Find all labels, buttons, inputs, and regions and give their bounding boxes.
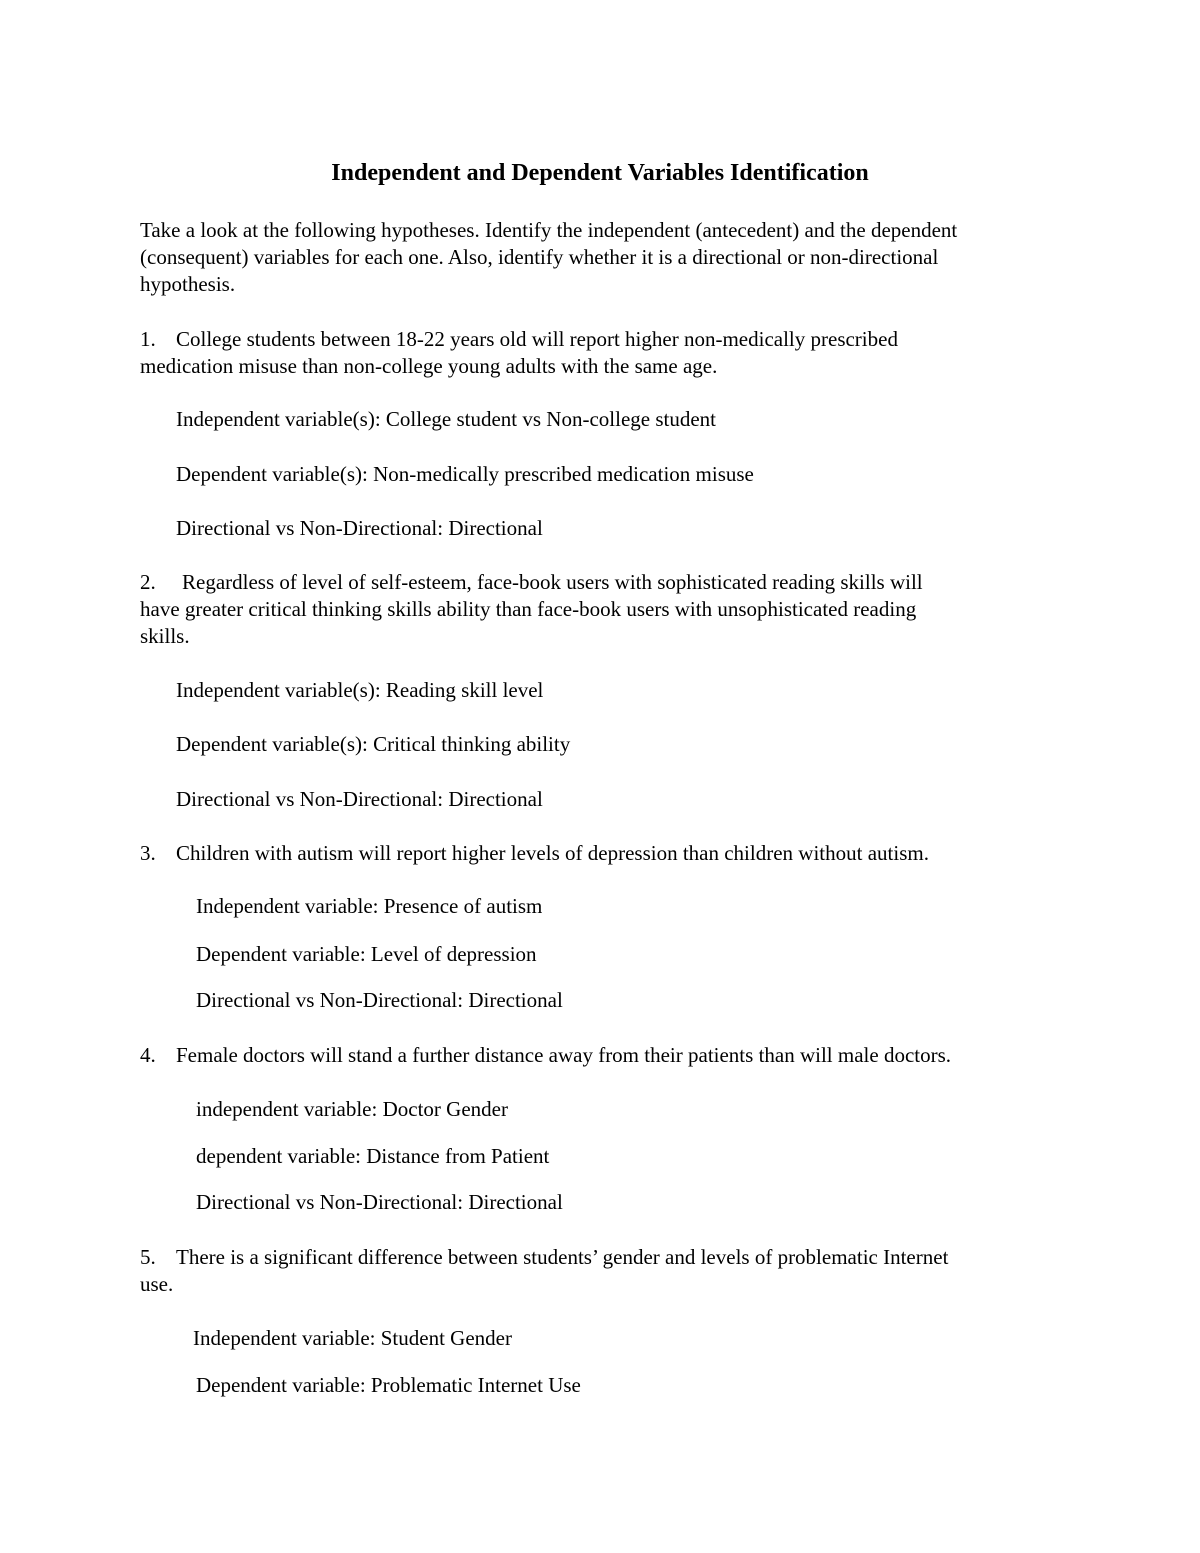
directionality-answer: Directional vs Non-Directional: Directional [196,1190,563,1214]
independent-variable-answer: Independent variable: Presence of autism [196,894,543,918]
item-number: 4. [140,1043,156,1067]
directionality-answer: Directional vs Non-Directional: Directional [176,787,543,811]
directionality-answer: Directional vs Non-Directional: Directional [196,988,563,1012]
item-number: 2. [140,570,156,594]
hypothesis-1-line: medication misuse than non-college young adults with the same age. [140,354,718,378]
item-number: 3. [140,841,156,865]
independent-variable-answer: Independent variable(s): College student vs Non-college student [176,407,717,431]
intro-line: hypothesis. [140,272,236,296]
hypothesis-5-line: 5. There is a significant difference between students’ gender and levels of problematic Internet [140,1245,949,1269]
independent-variable-answer: Independent variable(s): Reading skill level [176,678,544,702]
hypothesis-4-line: 4. Female doctors will stand a further distance away from their patients than will male doctors. [140,1043,952,1067]
hypothesis-2-line: have greater critical thinking skills ability than face-book users with unsophisticated reading [140,597,917,621]
independent-variable-answer: independent variable: Doctor Gender [196,1097,508,1121]
dependent-variable-answer: Dependent variable: Problematic Internet Use [196,1373,581,1397]
directionality-answer: Directional vs Non-Directional: Directional [176,516,543,540]
hypothesis-1-line: 1. College students between 18-22 years old will report higher non-medically prescribed [140,327,898,351]
intro-line: Take a look at the following hypotheses. Identify the independent (antecedent) and the dependent [140,218,958,242]
dependent-variable-answer: Dependent variable(s): Critical thinking ability [176,732,571,756]
intro-line: (consequent) variables for each one. Also, identify whether it is a directional or non-directional [140,245,939,269]
item-number: 5. [140,1245,156,1269]
dependent-variable-answer: Dependent variable(s): Non-medically prescribed medication misuse [176,462,754,486]
hypothesis-5-line: use. [140,1272,174,1296]
hypothesis-2-line: skills. [140,624,190,648]
independent-variable-answer: Independent variable: Student Gender [193,1326,512,1350]
item-number: 1. [140,327,156,351]
dependent-variable-answer: Dependent variable: Level of depression [196,942,537,966]
hypothesis-3-line: 3. Children with autism will report higher levels of depression than children without autism. [140,841,929,865]
document-title: Independent and Dependent Variables Identification [331,160,869,186]
hypothesis-2-line: 2. Regardless of level of self-esteem, face-book users with sophisticated reading skills will [140,570,923,594]
dependent-variable-answer: dependent variable: Distance from Patient [196,1144,550,1168]
